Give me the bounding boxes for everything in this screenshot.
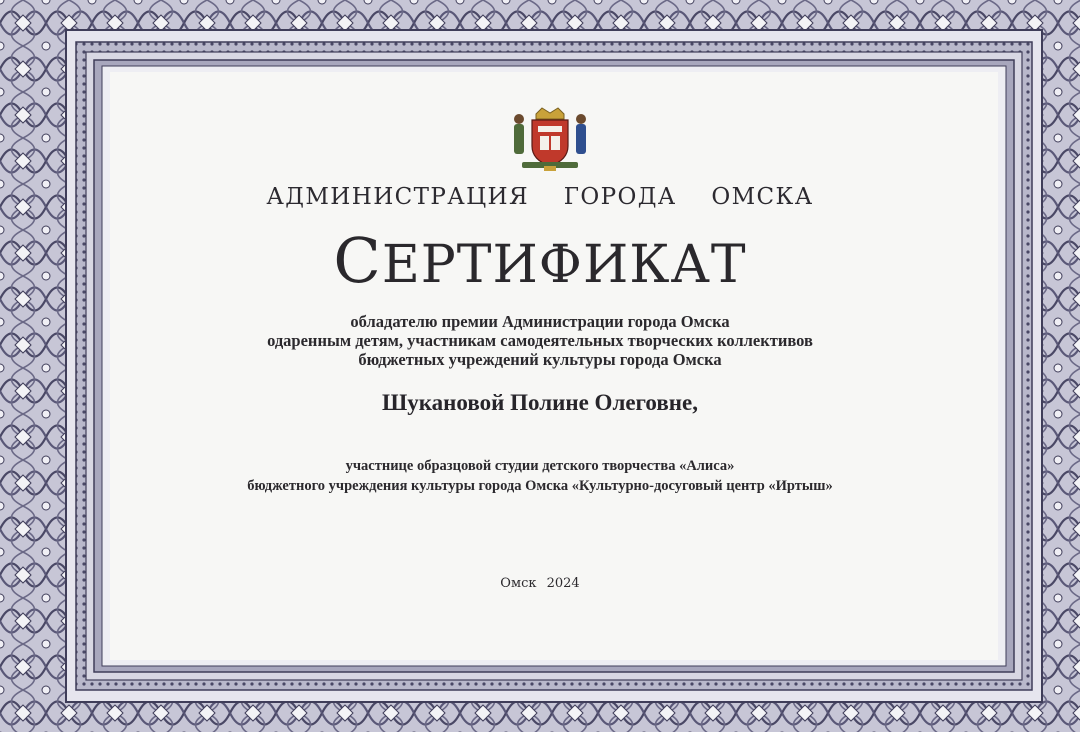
certificate-title <box>0 224 1080 297</box>
award-description-line: бюджетных учреждений культуры города Омска <box>358 350 722 369</box>
recipient-role-line: участнице образцовой студии детского творчества «Алиса» <box>345 458 735 474</box>
recipient-role <box>0 456 1080 496</box>
recipient-name: Шукановой Полине Олеговне, <box>382 390 698 415</box>
recipient-role-line: бюджетного учреждения культуры города Омска «Культурно-досуговый центр «Иртыш» <box>247 478 833 494</box>
omsk-coat-of-arms-icon <box>508 106 592 172</box>
organization-title: АДМИНИСТРАЦИЯ ГОРОДА ОМСКА <box>266 184 814 210</box>
certificate-title-rest: ЕРТИФИКАТ <box>381 235 747 295</box>
place-and-year: Омск 2024 <box>500 576 580 591</box>
award-description-line: обладателю премии Администрации города Омска <box>350 312 730 331</box>
award-description-line: одаренным детям, участникам самодеятельных творческих коллективов <box>267 331 813 350</box>
certificate-title-cap: С <box>333 224 382 297</box>
award-description <box>0 312 1080 369</box>
